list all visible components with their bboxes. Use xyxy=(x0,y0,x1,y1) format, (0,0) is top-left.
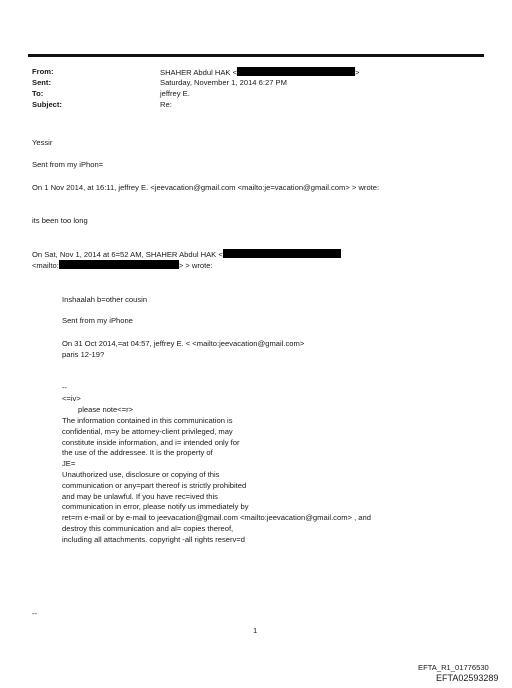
quote-paris: paris 12-19? xyxy=(62,350,105,359)
disclaimer-line: the use of the addressee. It is the property of xyxy=(62,448,213,458)
disclaimer-line: communication or any=part thereof is strictly prohibited xyxy=(62,480,247,490)
from-value xyxy=(160,67,359,78)
footer-id-primary: EFTA_R1_01776530 xyxy=(418,663,489,672)
bottom-dashes: -- xyxy=(32,609,38,618)
body-line-sent-from: Sent from my iPhon= xyxy=(32,160,104,169)
disclaimer-line: Unauthorized use, disclosure or copying of this xyxy=(62,470,220,479)
to-label: To: xyxy=(32,89,44,98)
sent-value: Saturday, November 1, 2014 6:27 PM xyxy=(160,78,287,87)
quote-header-line2 xyxy=(32,260,213,271)
footer-id-secondary: EFTA02593289 xyxy=(436,673,499,683)
please-note: please note<=r> xyxy=(78,405,134,414)
disclaimer-line: The information contained in this communication is xyxy=(62,416,233,425)
to-value: jeffrey E. xyxy=(160,89,190,98)
disclaimer-line: communication in error, please notify us immediately by xyxy=(62,502,249,512)
body-line-on-1-nov: On 1 Nov 2014, at 16:11, jeffrey E. <jeevacation@gmail.com <mailto:je=vacation@gmail.com> > wrote: xyxy=(32,183,380,192)
subject-value: Re: xyxy=(160,100,172,109)
quote-inshaalah: Inshaalah b=other cousin xyxy=(62,295,148,304)
subject-label: Subject: xyxy=(32,100,62,109)
disclaimer-line: JE= xyxy=(62,459,76,469)
disclaimer-line: and may be unlawful. If you have rec=ived this xyxy=(62,491,218,501)
quote-sent-iphone: Sent from my iPhone xyxy=(62,316,133,325)
quote-on-31-oct: On 31 Oct 2014,=at 04:57, jeffrey E. < <mailto:jeevacation@gmail.com> xyxy=(62,339,305,348)
disclaimer-line: constitute inside information, and i= intended only for xyxy=(62,437,240,447)
redaction-block xyxy=(223,249,341,258)
iv-tag: <=iv> xyxy=(62,394,81,403)
disclaimer-line: including all attachments. copyright -all rights reserv=d xyxy=(62,534,245,544)
quote-header-text: On Sat, Nov 1, 2014 at 6=52 AM, SHAHER Abdul HAK < xyxy=(32,250,223,259)
disclaimer-line: confidential, m=y be attorney-client privileged, may xyxy=(62,426,233,436)
signature-dashes: -- xyxy=(62,383,68,392)
sent-label: Sent: xyxy=(32,78,51,87)
page-number: 1 xyxy=(253,626,258,635)
body-line-too-long: its been too long xyxy=(32,216,88,225)
from-tail: > xyxy=(355,68,360,77)
quote-header-line1 xyxy=(32,249,341,260)
redaction-block xyxy=(237,67,355,76)
header-rule xyxy=(28,54,484,57)
redaction-block xyxy=(59,260,179,269)
mailto-prefix: <mailto: xyxy=(32,261,59,270)
body-line-yessir: Yessir xyxy=(32,138,53,147)
from-name: SHAHER Abdul HAK < xyxy=(160,68,238,77)
wrote-suffix: > > wrote: xyxy=(178,261,213,270)
disclaimer-line: destroy this communication and al= copies thereof, xyxy=(62,524,234,533)
disclaimer-line: ret=rn e-mail or by e-mail to jeevacation@gmail.com <mailto:jeevacation@gmail.com> , and xyxy=(62,513,371,523)
from-label: From: xyxy=(32,67,54,76)
